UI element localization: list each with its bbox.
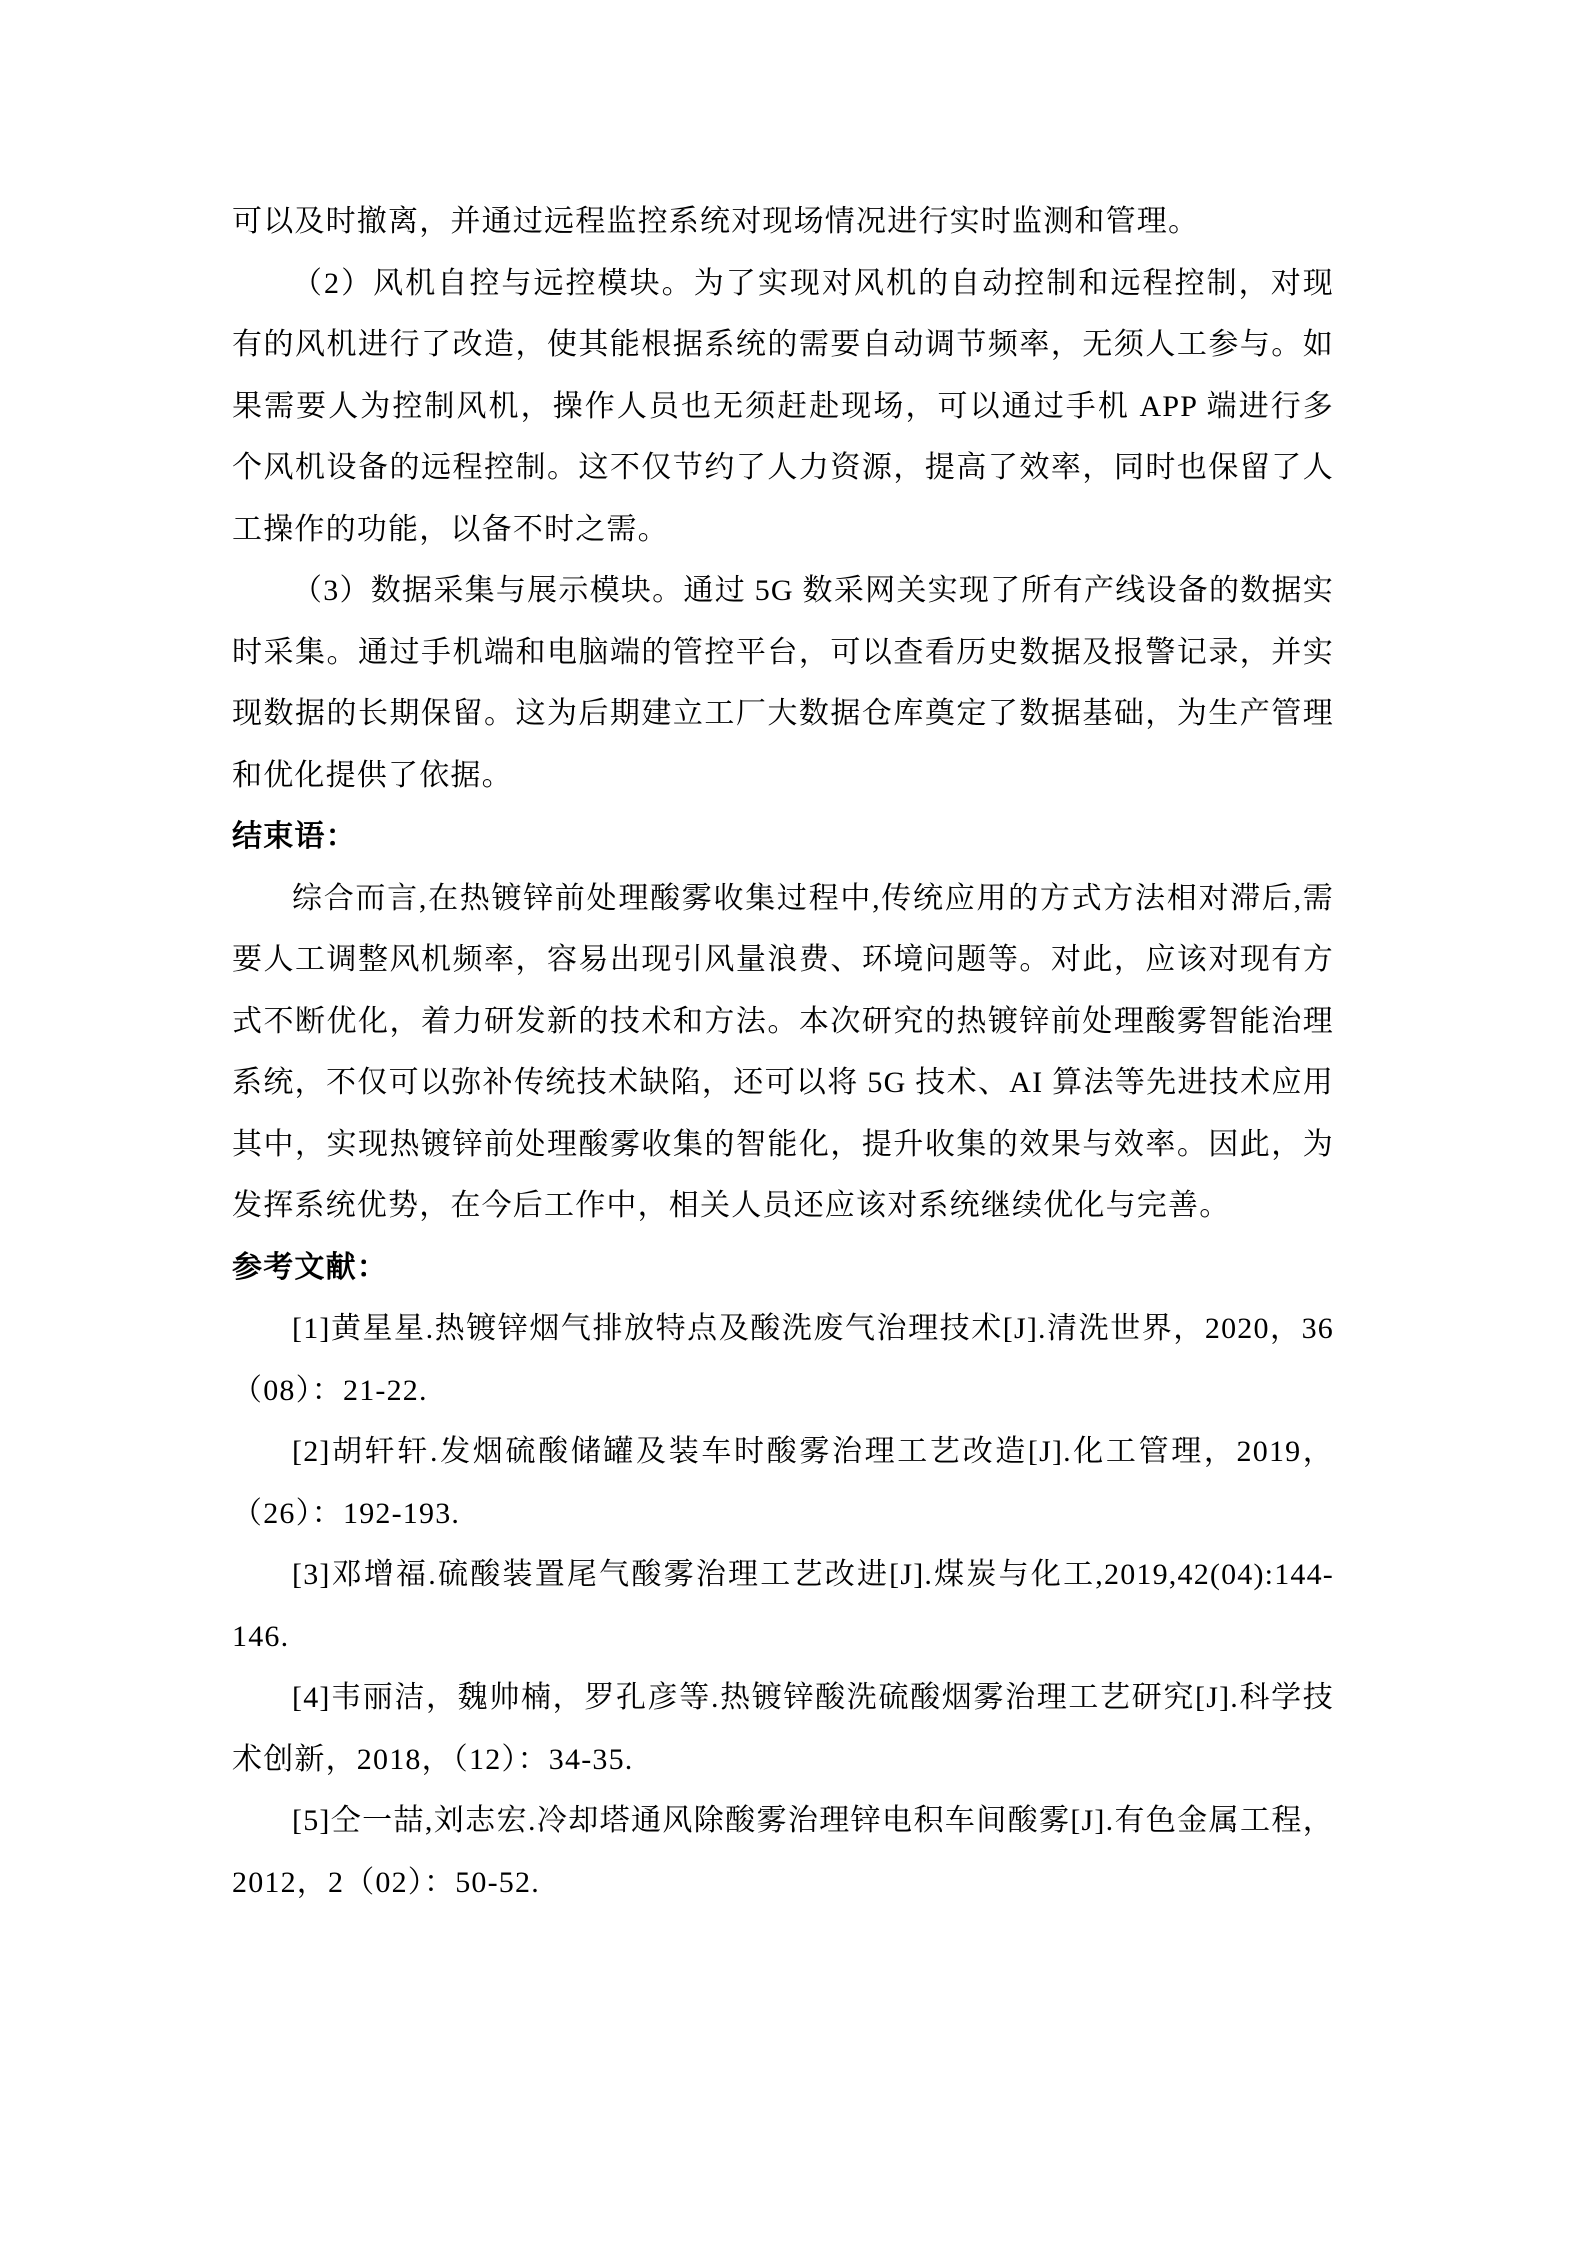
reference-item: [1]黄星星.热镀锌烟气排放特点及酸洗废气治理技术[J].清洗世界，2020，36（08）：21-22. (232, 1312, 1334, 1407)
reference-item: [3]邓增福.硫酸装置尾气酸雾治理工艺改进[J].煤炭与化工,2019,42(04):144-146. (232, 1558, 1334, 1653)
body-paragraph: 可以及时撤离，并通过远程监控系统对现场情况进行实时监测和管理。 (232, 205, 1200, 238)
body-paragraph: （2）风机自控与远控模块。为了实现对风机的自动控制和远程控制，对现有的风机进行了改造，使其能根据系统的需要自动调节频率，无须人工参与。如果需要人为控制风机，操作人员也无须赶赴现场，可以通过手机 APP 端进行多个风机设备的远程控制。这不仅节约了人力资源，提高了效率，同时也保留了人工操作的功能，以备不时之需。 (232, 266, 1334, 546)
conclusion-heading: 结束语： (232, 820, 357, 853)
body-paragraph: （3）数据采集与展示模块。通过 5G 数采网关实现了所有产线设备的数据实时采集。通过手机端和电脑端的管控平台，可以查看历史数据及报警记录，并实现数据的长期保留。这为后期建立工厂大数据仓库奠定了数据基础，为生产管理和优化提供了依据。 (232, 574, 1334, 792)
body-paragraph: 综合而言,在热镀锌前处理酸雾收集过程中,传统应用的方式方法相对滞后,需要人工调整风机频率，容易出现引风量浪费、环境问题等。对此，应该对现有方式不断优化，着力研发新的技术和方法。本次研究的热镀锌前处理酸雾智能治理系统，不仅可以弥补传统技术缺陷，还可以将 5G 技术、AI 算法等先进技术应用其中，实现热镀锌前处理酸雾收集的智能化，提升收集的效果与效率。因此，为发挥系统优势，在今后工作中，相关人员还应该对系统继续优化与完善。 (232, 881, 1334, 1222)
reference-item: [2]胡轩轩.发烟硫酸储罐及装车时酸雾治理工艺改造[J].化工管理，2019，（26）：192-193. (232, 1435, 1334, 1530)
reference-item: [4]韦丽洁，魏帅楠，罗孔彦等.热镀锌酸洗硫酸烟雾治理工艺研究[J].科学技术创新，2018，（12）：34-35. (232, 1681, 1334, 1776)
references-heading: 参考文献： (232, 1250, 388, 1284)
document-body (232, 191, 1334, 1913)
reference-item: [5]仝一喆,刘志宏.冷却塔通风除酸雾治理锌电积车间酸雾[J].有色金属工程，2012，2（02）：50-52. (232, 1804, 1334, 1899)
